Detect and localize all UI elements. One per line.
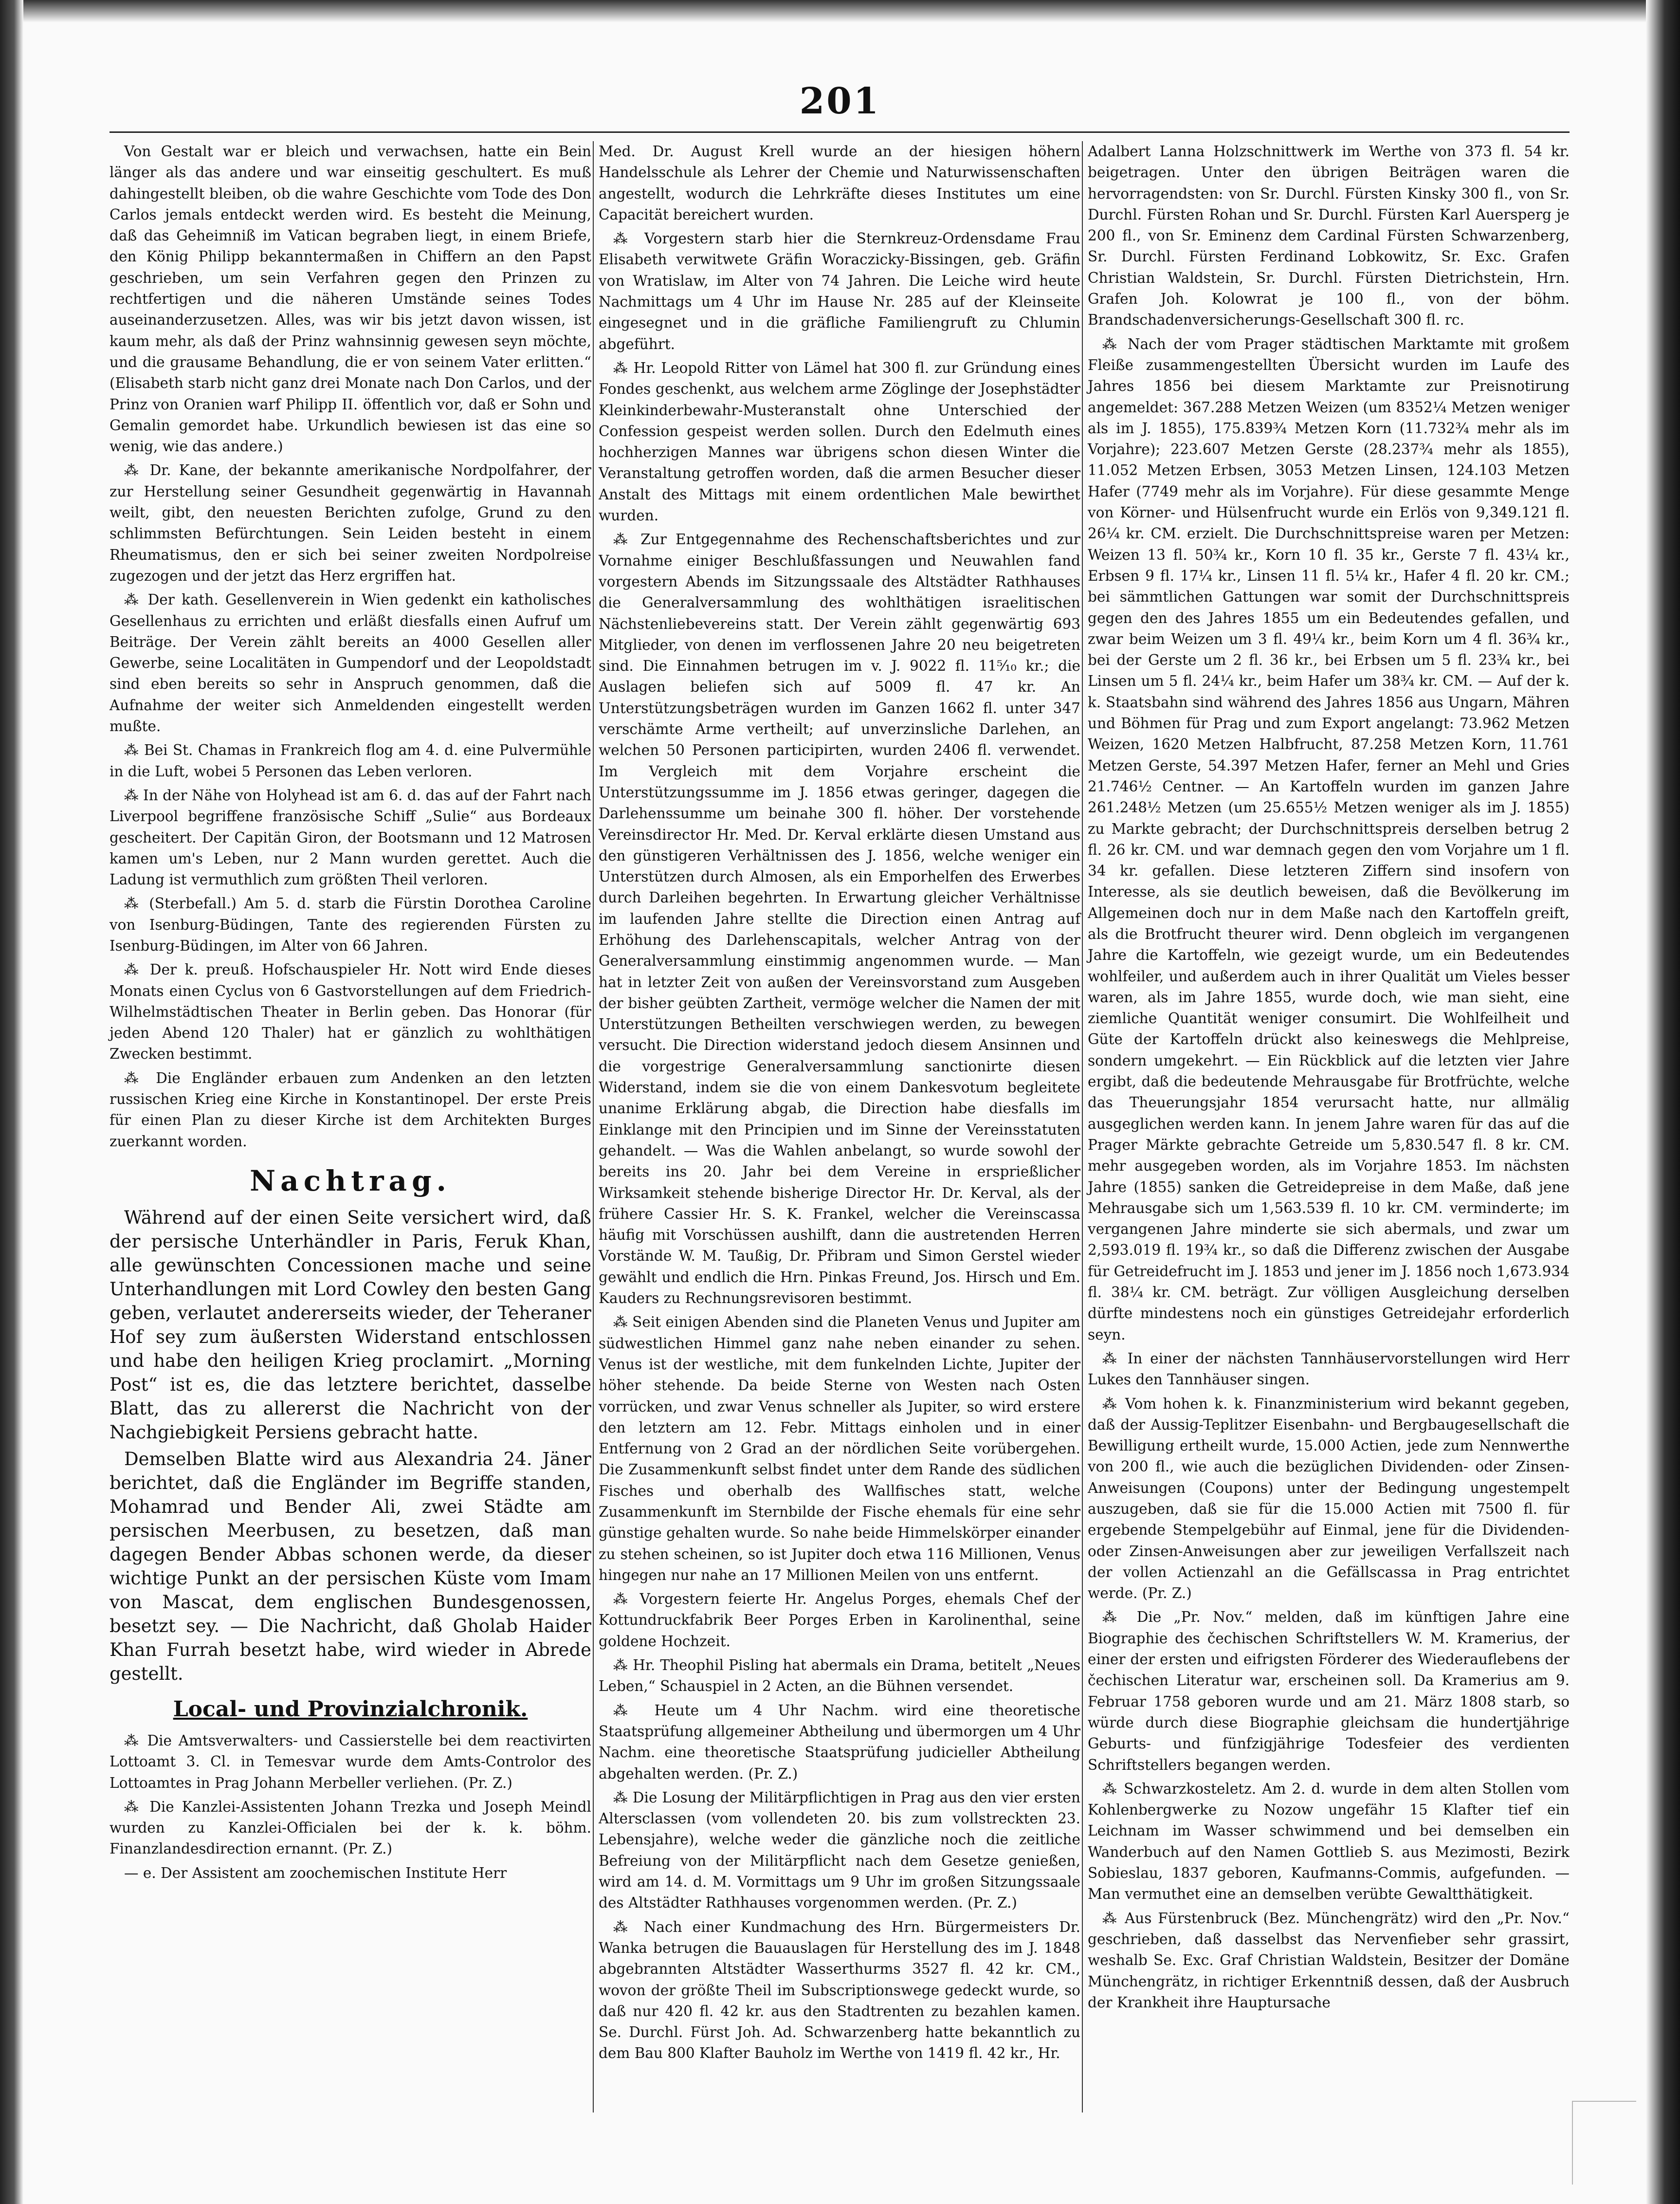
article: ⁂ Schwarzkosteletz. Am 2. d. wurde in dem alten Stollen vom Kohlenbergwerke zu Nozow ungefähr 15 Klafter tief ein Leichnam im Wasser schwimmend und bei demselben ein Wanderbuch auf den Namen Gottlieb S. aus Mezimosti, Bezirk Sobieslau, 1837 geboren, Kaufmanns-Commis, aufgefunden. — Man vermuthet eine an demselben verübte Gewaltthätigkeit. xyxy=(1088,1780,1570,1903)
article: ⁂ Die Kanzlei-Assistenten Johann Trezka und Joseph Meindl wurden zu Kanzlei-Officialen bei der k. k. böhm. Finanzlandesdirection ernannt. (Pr. Z.) xyxy=(110,1798,591,1857)
page-corner-mark xyxy=(1572,2101,1636,2185)
article: Med. Dr. August Krell wurde an der hiesigen höhern Handelsschule als Lehrer der Chemie und Naturwissenschaften angestellt, wodurch die Lehrkräfte dieses Institutes um eine Capacität bereichert wurden. xyxy=(599,143,1080,223)
column-divider xyxy=(1082,141,1083,2112)
article: ⁂ Die Engländer erbauen zum Andenken an den letzten russischen Krieg eine Kirche in Konstantinopel. Der erste Preis für einen Plan zu dieser Kirche ist dem Architekten Burges zuerkannt worden. xyxy=(110,1069,591,1150)
page-edge-top xyxy=(0,0,1680,22)
article: ⁂ Zur Entgegennahme des Rechenschaftsberichtes und zur Vornahme einiger Beschlußfassungen und Neuwahlen fand vorgestern Abends im Sitzungssaale des Altstädter Rathhauses die Generalversammlung des wohlthätigen israelitischen Nächstenliebevereins statt. Der Verein zählt gegenwärtig 693 Mitglieder, von denen im verflossenen Jahre 20 neu beigetreten sind. Die Einnahmen betrugen im v. J. 9022 fl. 11⁵⁄₁₀ kr.; die Auslagen beliefen sich auf 5009 fl. 47 kr. An Unterstützungsbeträgen wurden im Ganzen 1662 fl. unter 347 verschämte Arme vertheilt; auf unverzinsliche Darlehen, an welchen 50 Personen participirten, wurden 2406 fl. verwendet. Im Vergleich mit dem Vorjahre erscheint die Unterstützungssumme im J. 1856 etwas geringer, dagegen die Darlehenssumme um beinahe 300 fl. höher. Der vorstehende Vereinsdirector Hr. Med. Dr. Kerval erklärte diesen Umstand aus den günstigeren Verhältnissen des J. 1856, welche weniger ein Unterstützen durch Almosen, als ein Emporhelfen des Erwerbes durch Darleihen begehrten. In Erwartung gleicher Verhältnisse im laufenden Jahre stellte die Direction einen Antrag auf Erhöhung des Darlehenscapitals, welcher Antrag von der Generalversammlung einstimmig angenommen wurde. — Man hat in letzter Zeit von außen der Vereinsvorstand zum Ausgeben der bisher geübten Zartheit, vermöge welcher die Namen der mit Unterstützungen Betheilten verschwiegen werden, zu bewegen versucht. Die Direction widerstand jedoch diesem Ansinnen und die vorgestrige Generalversammlung sanctionirte diesen Widerstand, indem sie die von einem Dankesvotum begleitete unanime Erklärung abgab, die Direction habe diesfalls im Einklange mit den Principien und im Sinne der Vereinsstatuten gehandelt. — Was die Wahlen anbelangt, so wurde sowohl der bereits ins 20. Jahr bei dem Vereine in ersprießlicher Wirksamkeit stehende bisherige Director Hr. Dr. Kerval, als der frühere Cassier Hr. S. K. Frankel, welcher die Vereinscassa häufig mit Vorschüssen aushilft, dann die austretenden Herren Vorstände W. M. Taußig, Dr. Přibram und Simon Gerstel wieder gewählt und endlich die Hrn. Pinkas Freund, Jos. Hirsch und Em. Kauders zu Rechnungsrevisoren bestimmt. xyxy=(599,531,1080,1307)
article: ⁂ Nach einer Kundmachung des Hrn. Bürgermeisters Dr. Wanka betrugen die Bauauslagen für Herstellung des im J. 1848 abgebrannten Altstädter Wasserthurms 3527 fl. 42 kr. CM., wovon der größte Theil im Subscriptionswege gedeckt wurde, so daß nur 420 fl. 42 kr. aus den Stadtrenten zu bezahlen kamen. Se. Durchl. Fürst Joh. Ad. Schwarzenberg hatte bekanntlich zu dem Bau 800 Klafter Bauholz im Werthe von 1419 fl. 42 kr., Hr. xyxy=(599,1918,1080,2062)
article: — e. Der Assistent am zoochemischen Institute Herr xyxy=(124,1864,507,1881)
column-divider xyxy=(593,141,594,2112)
article: ⁂ In einer der nächsten Tannhäuservorstellungen wird Herr Lukes den Tannhäuser singen. xyxy=(1088,1350,1570,1388)
article: ⁂ Die Losung der Militärpflichtigen in Prag aus den vier ersten Altersclassen (vom vollendeten 20. bis zum vollstreckten 23. Lebensjahre), welche weder die gänzliche noch die zeitliche Befreiung von der Militärpflicht nach dem Gesetze genießen, wird am 14. d. M. Vormittags um 9 Uhr im großen Sitzungssaale des Altstädter Rathhauses vorgenommen werden. (Pr. Z.) xyxy=(599,1789,1080,1911)
article: ⁂ Die Amtsverwalters- und Cassierstelle bei dem reactivirten Lottoamt 3. Cl. in Temesvar wurde dem Amts-Controlor des Lottoamtes in Prag Johann Merbeller verliehen. (Pr. Z.) xyxy=(110,1732,591,1791)
article: ⁂ Vorgestern starb hier die Sternkreuz-Ordensdame Frau Elisabeth verwitwete Gräfin Woraczicky-Bissingen, geb. Gräfin von Wratislaw, im Alter von 74 Jahren. Die Leiche wird heute Nachmittags um 4 Uhr im Hause Nr. 285 auf der Kleinseite eingesegnet und in die gräfliche Familiengruft zu Chlumin abgeführt. xyxy=(599,230,1080,352)
article: ⁂ Vorgestern feierte Hr. Angelus Porges, ehemals Chef der Kottundruckfabrik Beer Porges Erben in Karolinenthal, seine goldene Hochzeit. xyxy=(599,1591,1080,1650)
article: ⁂ Hr. Theophil Pisling hat abermals ein Drama, betitelt „Neues Leben,“ Schauspiel in 2 Acten, an die Bühnen versendet. xyxy=(599,1657,1080,1695)
nachtrag-heading: Nachtrag. xyxy=(250,1164,451,1197)
column-middle xyxy=(599,141,1080,2067)
article: Während auf der einen Seite versichert wird, daß der persische Unterhändler in Paris, Feruk Khan, alle gewünschten Concessionen mache und seine Unterhandlungen mit Lord Cowley den besten Gang geben, verlautet andererseits wieder, der Teheraner Hof sey zum äußersten Widerstand entschlossen und habe den heiligen Krieg proclamirt. „Morning Post“ ist es, die das letztere berichtet, dasselbe Blatt, das zu allererst die Nachricht von der Nachgiebigkeit Persiens gebracht hatte. xyxy=(110,1207,591,1443)
article: ⁂ Bei St. Chamas in Frankreich flog am 4. d. eine Pulvermühle in die Luft, wobei 5 Personen das Leben verloren. xyxy=(110,742,591,780)
article: ⁂ Hr. Leopold Ritter von Lämel hat 300 fl. zur Gründung eines Fondes geschenkt, aus welchem arme Zöglinge der Josephstädter Kleinkinderbewahr-Musteranstalt ohne Unterschied der Confession gespeist werden sollen. Durch den Edelmuth eines hochherzigen Mannes war übrigens schon diesen Winter die Veranstaltung getroffen worden, daß die armen Besucher dieser Anstalt des Mittags mit einem ordentlichen Male bewirthet wurden. xyxy=(599,359,1080,524)
article: ⁂ Dr. Kane, der bekannte amerikanische Nordpolfahrer, der zur Herstellung seiner Gesundheit gegenwärtig in Havannah weilt, gibt, den neuesten Berichten zufolge, Grund zu den schlimmsten Befürchtungen. Sein Leiden besteht in einem Rheumatismus, den er sich bei seiner zweiten Nordpolreise zugezogen und der jetzt das Herz ergriffen hat. xyxy=(110,462,591,584)
article: ⁂ Der k. preuß. Hofschauspieler Hr. Nott wird Ende dieses Monats einen Cyclus von 6 Gastvorstellungen auf dem Friedrich-Wilhelmstädtischen Theater in Berlin geben. Das Honorar (für jeden Abend 120 Thaler) hat er gänzlich zu wohlthätigen Zwecken bestimmt. xyxy=(110,961,591,1063)
article: ⁂ Aus Fürstenbruck (Bez. Münchengrätz) wird den „Pr. Nov.“ geschrieben, daß dasselbst das Nervenfieber sehr grassirt, weshalb Se. Exc. Graf Christian Waldstein, Besitzer der Domäne Münchengrätz, in richtiger Erkenntniß dessen, daß der Ausbruch der Krankheit ihre Hauptursache xyxy=(1088,1910,1570,2011)
article: ⁂ Die „Pr. Nov.“ melden, daß im künftigen Jahre eine Biographie des čechischen Schriftstellers W. M. Kramerius, der einer der ersten und eifrigsten Förderer des Wiederauflebens der čechischen Literatur war, erscheinen soll. Da Kramerius am 9. Februar 1758 geboren wurde und am 21. März 1808 starb, so würde durch diese Biographie gleichsam die hundertjährige Geburts- und fünfzigjährige Todesfeier des verdienten Schriftstellers begangen werden. xyxy=(1088,1609,1570,1773)
column-right xyxy=(1088,141,1570,2016)
article: Demselben Blatte wird aus Alexandria 24. Jäner berichtet, daß die Engländer im Begriffe standen, Mohamrad und Bender Ali, zwei Städte am persischen Meerbusen, zu besetzen, daß man dagegen Bender Abbas schonen werde, da dieser wichtige Punkt an der persischen Küste vom Imam von Mascat, dem englischen Bundesgenossen, besetzt sey. — Die Nachricht, daß Gholab Haider Khan Furrah besetzt habe, wird wieder in Abrede gestellt. xyxy=(110,1448,591,1684)
page-edge-right xyxy=(1646,0,1680,2204)
article: ⁂ In der Nähe von Holyhead ist am 6. d. das auf der Fahrt nach Liverpool begriffene französische Schiff „Sulie“ aus Bordeaux gescheitert. Der Capitän Giron, der Bootsmann und 12 Matrosen kamen um's Leben, nur 2 Mann wurden gerettet. Auch die Ladung ist vermuthlich zum größten Theil verloren. xyxy=(110,787,591,888)
article: Adalbert Lanna Holzschnittwerk im Werthe von 373 fl. 54 kr. beigetragen. Unter den übrigen Beiträgen waren die hervorragendsten: von Sr. Durchl. Fürsten Kinsky 300 fl., von Sr. Durchl. Fürsten Rohan und Sr. Durchl. Fürsten Karl Auersperg je 200 fl., von Sr. Eminenz dem Cardinal Fürsten Schwarzenberg, Sr. Durchl. Fürsten Ferdinand Lobkowitz, Sr. Exc. Grafen Christian Waldstein, Sr. Durchl. Fürsten Dietrichstein, Hrn. Grafen Joh. Kolowrat je 100 fl., von der böhm. Brandschadenversicherungs-Gesellschaft 300 fl. rc. xyxy=(1088,143,1570,329)
article: Von Gestalt war er bleich und verwachsen, hatte ein Bein länger als das andere und war einseitig geschultert. Es muß dahingestellt bleiben, ob die wahre Geschichte vom Tode des Don Carlos jemals entdeckt werden wird. Es besteht die Meinung, daß das Geheimniß im Vatican begraben liegt, in einem Briefe, den König Philipp bekanntermaßen in Chiffern an den Papst geschrieben, um sein Verfahren gegen den Prinzen zu rechtfertigen und die näheren Umstände seines Todes auseinanderzusetzen. Alles, was wir bis jetzt davon wissen, ist kaum mehr, als daß der Prinz wahnsinnig gewesen seyn möchte, und die grausame Behandlung, die er von seinem Vater erlitten.“ (Elisabeth starb nicht ganz drei Monate nach Don Carlos, und der Prinz von Oranien warf Philipp II. öffentlich vor, daß er Sohn und Gemalin gemordet habe. Urkundlich bewiesen ist das eine so wenig, wie das andere.) xyxy=(110,143,591,455)
page-edge-left xyxy=(0,0,23,2204)
article: ⁂ Nach der vom Prager städtischen Marktamte mit großem Fleiße zusammengestellten Übersicht wurden im Laufe des Jahres 1856 bei diesem Marktamte zur Preisnotirung angemeldet: 367.288 Metzen Weizen (um 8352¼ Metzen weniger als im J. 1855), 175.839¾ Metzen Korn (11.732¾ mehr als im Vorjahre); 223.607 Metzen Gerste (28.237¾ mehr als 1855), 11.052 Metzen Erbsen, 3053 Metzen Linsen, 124.103 Metzen Hafer (7749 mehr als im Vorjahre). Für diese gesammte Menge von Körner- und Hülsenfrucht wurde ein Erlös von 9,349.121 fl. 26¼ kr. CM. erzielt. Die Durchschnittspreise waren per Metzen: Weizen 13 fl. 50¾ kr., Korn 10 fl. 35 kr., Gerste 7 fl. 43¼ kr., Erbsen 9 fl. 17¼ kr., Linsen 11 fl. 5¼ kr., Hafer 4 fl. 20 kr. CM.; bei sämmtlichen Gattungen war somit der Durchschnittspreis gegen den des Jahres 1855 um ein Bedeutendes gefallen, und zwar beim Weizen um 3 fl. 49¼ kr., beim Korn um 4 fl. 36¾ kr., bei der Gerste um 2 fl. 36 kr., bei Erbsen um 5 fl. 23¾ kr., bei Linsen um 5 fl. 24¼ kr., beim Hafer um 38¾ kr. CM. — Auf der k. k. Staatsbahn sind während des Jahres 1856 aus Ungarn, Mähren und Böhmen für Prag und zum Export angelangt: 73.962 Metzen Weizen, 1620 Metzen Halbfrucht, 87.258 Metzen Korn, 11.761 Metzen Gerste, 54.397 Metzen Hafer, ferner an Mehl und Gries 21.746½ Centner. — An Kartoffeln wurden im ganzen Jahre 261.248½ Metzen (um 25.655½ Metzen weniger als im J. 1855) zu Markte gebracht; der Durchschnittspreis derselben betrug 2 fl. 26 kr. CM. und war demnach gegen den vom Vorjahre um 1 fl. 34 kr. gefallen. Diese letzteren Ziffern sind insofern von Interesse, als sie deutlich beweisen, daß die Bevölkerung im Allgemeinen doch nur in dem Maße nach den Kartoffeln greift, als die Brotfrucht theurer wird. Denn obgleich im vergangenen Jahre die Kartoffeln, wie gezeigt wurde, um ein Bedeutendes wohlfeiler, und außerdem auch in ihrer Qualität um Vieles besser waren, als im Jahre 1855, wurde doch, wie man sieht, eine ziemliche Quantität weniger consumirt. Die Wohlfeilheit und Güte der Kartoffeln drückt also keineswegs die Mehlpreise, sondern umgekehrt. — Ein Rückblick auf die letzten vier Jahre ergibt, daß die bedeutende Mehrausgabe für Brotfrüchte, welche das Theuerungsjahr 1854 verursacht hatte, nur allmälig ausgeglichen werden kann. In jenem Jahre waren für das auf die Prager Märkte gebrachte Getreide um 5,830.547 fl. 8 kr. CM. mehr ausgegeben worden, als im Vorjahre 1853. Im nächsten Jahre (1855) sanken die Getreidepreise in dem Maße, daß jene Mehrausgabe sich um 1,563.539 fl. 10 kr. CM. verminderte; im vergangenen Jahre minderte sie sich abermals, und zwar um 2,593.019 fl. 19¾ kr., so daß die Differenz zwischen der Ausgabe für Getreidefrucht im J. 1853 und jener im J. 1856 noch 1,673.934 fl. 38¼ kr. CM. beträgt. Zur völligen Ausgleichung derselben dürfte mindestens noch ein günstiges Getreidejahr erforderlich seyn. xyxy=(1088,335,1570,1343)
article: ⁂ (Sterbefall.) Am 5. d. starb die Fürstin Dorothea Caroline von Isenburg-Büdingen, Tante des regierenden Fürsten zu Isenburg-Büdingen, im Alter von 66 Jahren. xyxy=(110,895,591,954)
header-rule xyxy=(110,131,1570,133)
article: ⁂ Der kath. Gesellenverein in Wien gedenkt ein katholisches Gesellenhaus zu errichten und erläßt diesfalls einen Aufruf um Beiträge. Der Verein zählt bereits an 4000 Gesellen aller Gewerbe, seine Localitäten in Gumpendorf und der Leopoldstadt sind eben bereits so sehr in Anspruch genommen, daß die Aufnahme der weiter sich Anmeldenden eingestellt werden mußte. xyxy=(110,591,591,735)
column-left xyxy=(110,141,591,1887)
article: ⁂ Seit einigen Abenden sind die Planeten Venus und Jupiter am südwestlichen Himmel ganz nahe neben einander zu sehen. Venus ist der westliche, mit dem funkelnden Lichte, Jupiter der höher stehende. Da beide Sterne von Westen nach Osten vorrücken, und zwar Venus schneller als Jupiter, so wird erstere den letztern am 12. Febr. Mittags einholen und in einer Entfernung von 2 Grad an der nördlichen Seite vorübergehen. Die Zusammenkunft selbst findet unter dem Rande des südlichen Fisches und oberhalb des Wallfisches statt, welche Zusammenkunft im Sternbilde der Fische ehemals für eine sehr günstige gehalten wurde. So nahe beide Himmelskörper einander zu stehen scheinen, so ist Jupiter doch etwa 116 Millionen, Venus hingegen nur nahe an 17 Millionen Meilen von uns entfernt. xyxy=(599,1314,1080,1583)
page-number: 201 xyxy=(799,80,881,122)
article: ⁂ Heute um 4 Uhr Nachm. wird eine theoretische Staatsprüfung allgemeiner Abtheilung und übermorgen um 4 Uhr Nachm. eine theoretische Staatsprüfung judicieller Abtheilung abgehalten werden. (Pr. Z.) xyxy=(599,1702,1080,1782)
local-chronicle-heading: Local- und Provinzialchronik. xyxy=(173,1696,528,1722)
article: ⁂ Vom hohen k. k. Finanzministerium wird bekannt gegeben, daß der Aussig-Teplitzer Eisenbahn- und Bergbaugesellschaft die Bewilligung ertheilt wurde, 15.000 Actien, jede zum Nennwerthe von 200 fl., wie auch die bezüglichen Dividenden- oder Zinsen-Anweisungen (Coupons) unter der Bedingung ungestempelt auszugeben, daß sie für die 15.000 Actien mit 7500 fl. für ergebende Stempelgebühr auf Einmal, jene für die Dividenden- oder Zinsen-Anweisungen aber zur jeweiligen Verfallszeit nach der vollen Actienzahl an die Gefällscassa in Prag entrichtet werde. (Pr. Z.) xyxy=(1088,1395,1570,1602)
